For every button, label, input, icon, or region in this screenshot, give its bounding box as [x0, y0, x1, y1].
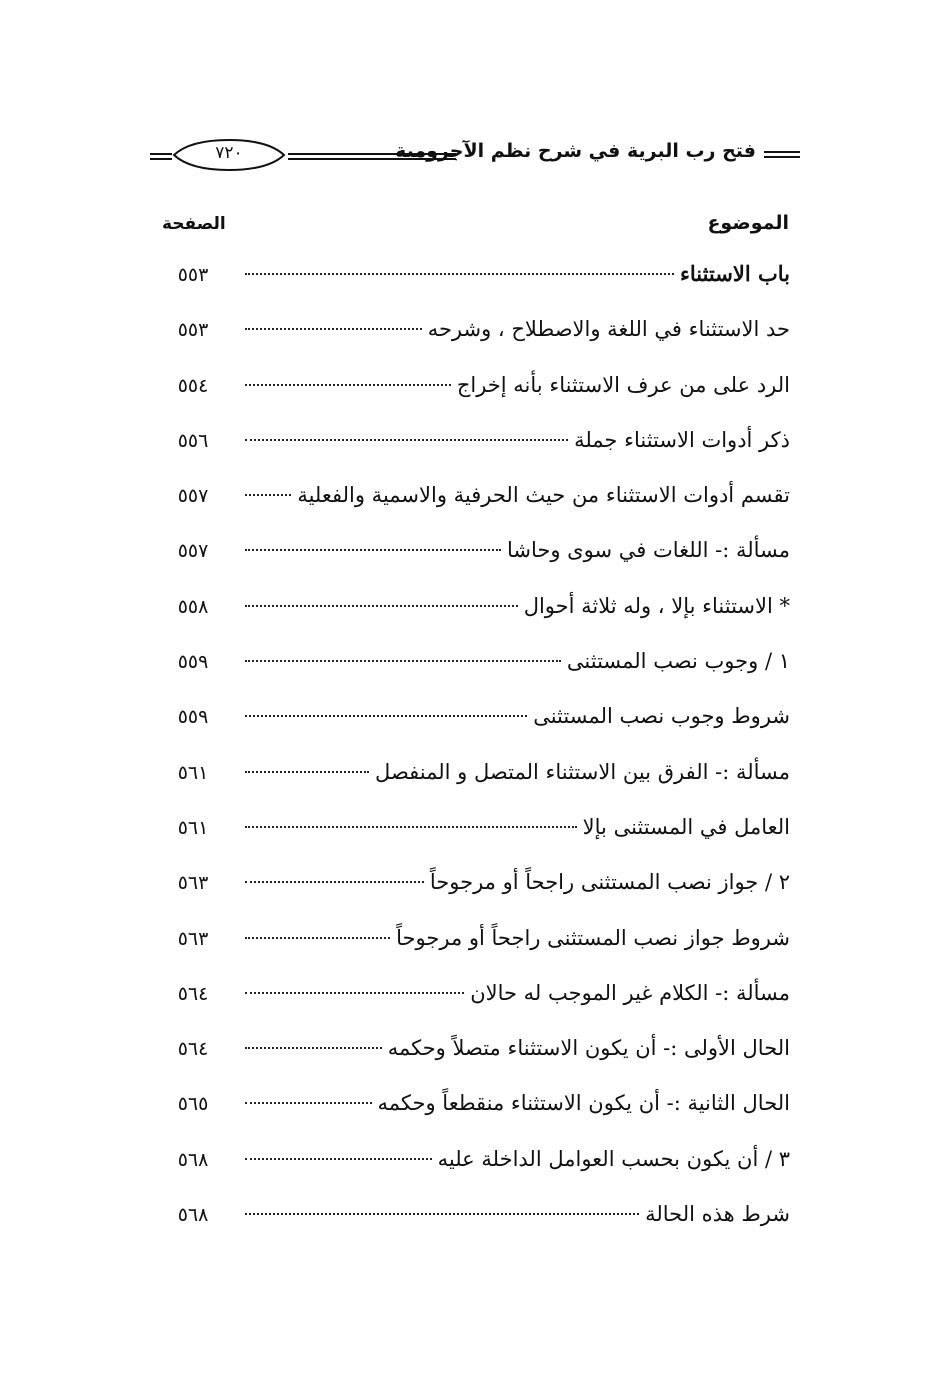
- toc-entry-page-number: ٥٥٧: [177, 485, 209, 508]
- toc-entry: [150, 919, 790, 974]
- toc-entry: [150, 476, 790, 531]
- toc-entry-topic: [245, 1033, 790, 1063]
- toc-entry-page-number: ٥٥٤: [177, 374, 209, 397]
- dot-leader: [245, 439, 568, 441]
- toc-entry-topic: [245, 425, 790, 455]
- toc-entry-page-number: ٥٥٩: [177, 651, 209, 674]
- page-number: ٧٢٠: [215, 143, 243, 163]
- toc-entry-title: مسألة :- اللغات في سوى وحاشا: [506, 538, 790, 563]
- topic-column-heading: الموضوع: [707, 212, 789, 234]
- toc-entry-topic: [245, 480, 790, 510]
- dot-leader: [245, 937, 390, 939]
- toc-entry-page-number: ٥٦٨: [177, 1148, 209, 1171]
- dot-leader: [245, 1102, 372, 1104]
- page-column-heading: الصفحة: [162, 214, 226, 234]
- dot-leader: [245, 660, 561, 662]
- toc-entry-page-number: ٥٥٦: [177, 429, 209, 452]
- toc-entry: [150, 531, 790, 586]
- toc-entry-topic: [245, 978, 790, 1008]
- toc-entry-page-number: ٥٦١: [177, 816, 209, 839]
- dot-leader: [245, 328, 422, 330]
- toc-entry-topic: [245, 757, 790, 787]
- toc-entry-topic: [245, 701, 790, 731]
- dot-leader: [245, 771, 369, 773]
- toc-entry-page-number: ٥٥٩: [177, 706, 209, 729]
- dot-leader: [245, 605, 518, 607]
- toc-entry-topic: [245, 370, 790, 400]
- toc-entry-page-number: ٥٥٧: [177, 540, 209, 563]
- toc-entry-page-number: ٥٦٣: [177, 927, 209, 950]
- dot-leader: [245, 881, 424, 883]
- toc-entry: [150, 587, 790, 642]
- toc-entry-topic: [245, 646, 790, 676]
- toc-entry-topic: [245, 867, 790, 897]
- toc-entry: [150, 863, 790, 918]
- dot-leader: [245, 549, 501, 551]
- toc-entry-title: العامل في المستثنى بإلا: [582, 814, 790, 839]
- toc-entry-title: شرط هذه الحالة: [645, 1202, 790, 1227]
- toc-entry-page-number: ٥٦٨: [177, 1204, 209, 1227]
- toc-entry: [150, 1195, 790, 1250]
- toc-entry: [150, 421, 790, 476]
- toc-entry: [150, 255, 790, 310]
- page-number-badge: [170, 138, 288, 172]
- toc-entry-topic: [245, 812, 790, 842]
- toc-entry-page-number: ٥٥٣: [177, 264, 209, 286]
- toc-entry-topic: [245, 535, 790, 565]
- dot-leader: [245, 1047, 382, 1049]
- toc-entry: [150, 642, 790, 697]
- toc-entry-topic: [245, 1199, 790, 1229]
- toc-entry-title: الحال الثانية :- أن يكون الاستثناء منقطعاً وحكمه: [377, 1091, 790, 1116]
- toc-entry-page-number: ٥٦٤: [177, 1038, 209, 1061]
- toc-entry: [150, 1029, 790, 1084]
- toc-entry: [150, 366, 790, 421]
- toc-entry-topic: [245, 591, 790, 621]
- header-rule-middle: [288, 153, 456, 160]
- table-of-contents: [150, 255, 790, 1250]
- toc-entry: [150, 310, 790, 365]
- toc-entry-title: ١ / وجوب نصب المستثنى: [566, 649, 790, 674]
- dot-leader: [245, 715, 527, 717]
- toc-entry-title: مسألة :- الفرق بين الاستثناء المتصل و المنفصل: [375, 759, 790, 784]
- book-title: فتح رب البرية في شرح نظم الآجرومية: [395, 140, 756, 162]
- toc-entry: [150, 1140, 790, 1195]
- dot-leader: [245, 273, 674, 275]
- toc-entry-page-number: ٥٦٥: [177, 1093, 209, 1116]
- header-rule-left: [150, 153, 172, 160]
- dot-leader: [245, 1158, 432, 1160]
- toc-entry-page-number: ٥٥٣: [177, 319, 209, 342]
- toc-entry-title: الحال الأولى :- أن يكون الاستثناء متصلاً وحكمه: [387, 1036, 790, 1061]
- toc-entry-title: مسألة :- الكلام غير الموجب له حالان: [470, 980, 790, 1005]
- dot-leader: [245, 494, 291, 496]
- toc-entry-topic: [245, 314, 790, 344]
- toc-entry-topic: [245, 1088, 790, 1118]
- toc-entry-title: حد الاستثناء في اللغة والاصطلاح ، وشرحه: [427, 317, 790, 342]
- toc-entry-title: تقسم أدوات الاستثناء من حيث الحرفية والاسمية والفعلية: [297, 483, 790, 508]
- toc-entry-page-number: ٥٥٨: [177, 595, 209, 618]
- toc-entry-page-number: ٥٦٤: [177, 982, 209, 1005]
- toc-entry-title: ٢ / جواز نصب المستثنى راجحاً أو مرجوحاً: [429, 870, 790, 895]
- toc-entry: [150, 808, 790, 863]
- dot-leader: [245, 1213, 639, 1215]
- toc-entry-title: * الاستثناء بإلا ، وله ثلاثة أحوال: [523, 593, 790, 618]
- toc-entry-title: شروط وجوب نصب المستثنى: [533, 704, 790, 729]
- toc-entry-topic: [245, 259, 790, 289]
- toc-entry-page-number: ٥٦٣: [177, 872, 209, 895]
- toc-entry: [150, 974, 790, 1029]
- dot-leader: [245, 384, 451, 386]
- header-rule-right: [764, 151, 800, 158]
- toc-entry: [150, 697, 790, 752]
- running-header: [150, 138, 800, 178]
- toc-entry-page-number: ٥٦١: [177, 761, 209, 784]
- toc-entry-title: الرد على من عرف الاستثناء بأنه إخراج: [456, 372, 790, 397]
- dot-leader: [245, 826, 577, 828]
- toc-entry-title: ٣ / أن يكون بحسب العوامل الداخلة عليه: [437, 1146, 790, 1171]
- toc-entry: [150, 1084, 790, 1139]
- toc-entry-topic: [245, 1144, 790, 1174]
- toc-entry: [150, 753, 790, 808]
- toc-entry-title: شروط جواز نصب المستثنى راجحاً أو مرجوحاً: [396, 925, 790, 950]
- toc-entry-title: ذكر أدوات الاستثناء جملة: [574, 427, 790, 452]
- toc-entry-topic: [245, 923, 790, 953]
- dot-leader: [245, 992, 464, 994]
- toc-entry-title: باب الاستثناء: [679, 261, 790, 286]
